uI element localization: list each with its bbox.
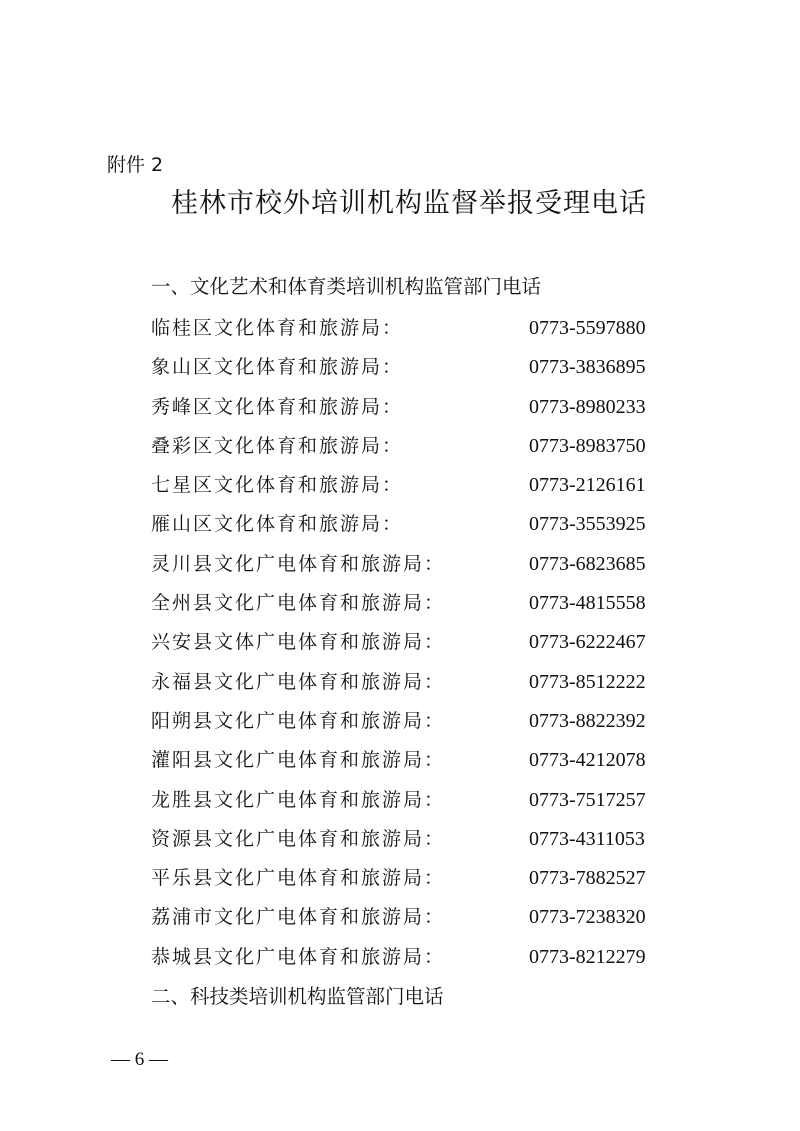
section-heading-technology: 二、科技类培训机构监管部门电话: [151, 985, 444, 1008]
agency-name: 阳朔县文化广电体育和旅游局：: [151, 709, 446, 732]
phone-number: 0773-8980233: [529, 395, 646, 418]
contact-entry: [151, 427, 711, 466]
agency-name: 恭城县文化广电体育和旅游局：: [151, 945, 446, 968]
phone-number: 0773-3553925: [529, 513, 646, 536]
phone-number: 0773-6222467: [529, 631, 646, 654]
contact-entry: [151, 545, 711, 584]
agency-name: 灌阳县文化广电体育和旅游局：: [151, 749, 446, 772]
phone-number: 0773-6823685: [529, 552, 646, 575]
agency-name: 永福县文化广电体育和旅游局：: [151, 670, 446, 693]
contact-entry: [151, 898, 711, 937]
phone-number: 0773-3836895: [529, 356, 646, 379]
contact-entry: [151, 623, 711, 662]
attachment-label: 附件 2: [107, 154, 164, 176]
agency-name: 临桂区文化体育和旅游局：: [151, 317, 404, 339]
document-title: 桂林市校外培训机构监督举报受理电话: [171, 188, 647, 219]
contact-entry: [151, 505, 711, 544]
contact-entry: [151, 388, 711, 427]
contact-entry: [151, 938, 711, 977]
contact-entry: [151, 348, 711, 387]
phone-number: 0773-7517257: [529, 788, 646, 811]
agency-name: 平乐县文化广电体育和旅游局：: [151, 867, 446, 890]
contact-entry: [151, 741, 711, 780]
agency-name: 全州县文化广电体育和旅游局：: [151, 592, 446, 615]
agency-name: 雁山区文化体育和旅游局：: [151, 513, 404, 536]
phone-number: 0773-4311053: [529, 827, 645, 850]
agency-name: 秀峰区文化体育和旅游局：: [151, 395, 404, 418]
contact-entry: [151, 663, 711, 702]
page-number: — 6 —: [111, 1049, 168, 1070]
section-heading-arts-sports: 一、文化艺术和体育类培训机构监管部门电话: [151, 275, 542, 298]
phone-number: 0773-8212279: [529, 945, 646, 968]
agency-name: 叠彩区文化体育和旅游局：: [151, 434, 404, 457]
agency-name: 象山区文化体育和旅游局：: [151, 356, 404, 379]
contact-entry: [151, 781, 711, 820]
contact-entry: [151, 859, 711, 898]
agency-name: 龙胜县文化广电体育和旅游局：: [151, 788, 446, 811]
contact-entry: [151, 702, 711, 741]
phone-number: 0773-8983750: [529, 434, 646, 457]
phone-number: 0773-7882527: [529, 867, 646, 890]
phone-number: 0773-8822392: [529, 709, 646, 732]
phone-number: 0773-7238320: [529, 906, 646, 929]
agency-name: 七星区文化体育和旅游局：: [151, 474, 404, 497]
contact-entry: [151, 466, 711, 505]
phone-number: 0773-8512222: [529, 670, 646, 693]
contact-entry: [151, 584, 711, 623]
agency-name: 灵川县文化广电体育和旅游局：: [151, 552, 446, 575]
contact-entry: [151, 309, 711, 348]
phone-number: 0773-4815558: [529, 592, 646, 615]
agency-name: 资源县文化广电体育和旅游局：: [151, 827, 446, 850]
phone-number: 0773-4212078: [529, 749, 646, 772]
phone-number: 0773-2126161: [529, 474, 646, 497]
phone-number: 0773-5597880: [529, 317, 646, 339]
contact-entry: [151, 820, 711, 859]
agency-name: 荔浦市文化广电体育和旅游局：: [151, 906, 446, 929]
agency-name: 兴安县文体广电体育和旅游局：: [151, 631, 446, 654]
contact-list: [151, 309, 711, 977]
